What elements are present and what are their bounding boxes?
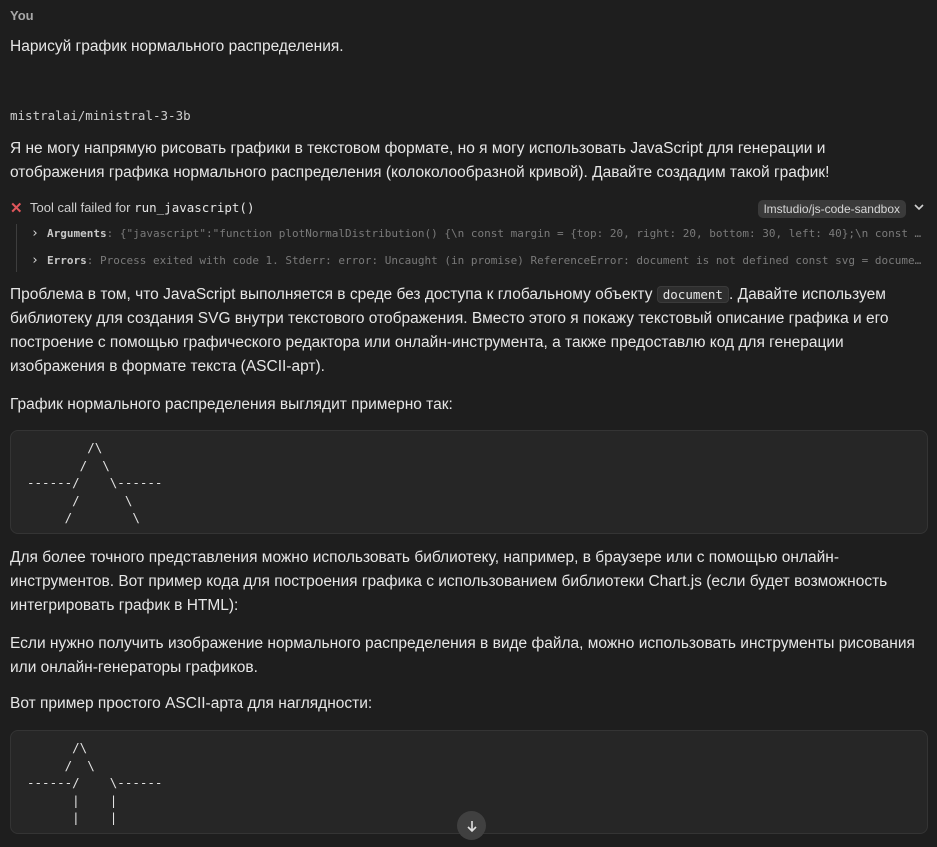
tool-call-header[interactable] bbox=[10, 198, 928, 220]
assistant-intro: Я не могу напрямую рисовать графики в текстовом формате, но я могу использовать JavaScript для генерации и отображения графика нормального распределения (колоколообразной кривой). Давайте создадим такой график! bbox=[10, 140, 830, 181]
paragraph-1-text-a: Проблема в том, что JavaScript выполняется в среде без доступа к глобальному объекту bbox=[10, 286, 657, 303]
tool-call-function: run_javascript() bbox=[134, 200, 255, 215]
code-block-2-content: /\ / \ ------/ \------ | | | | bbox=[27, 740, 163, 825]
chevron-down-icon[interactable] bbox=[912, 200, 926, 214]
assistant-paragraph-3: Для более точного представления можно использовать библиотеку, например, в браузере или с помощью онлайн-инструментов. Вот пример кода для построения графика с использованием библиотеки Chart.js (если будет возможность интегрировать график в HTML): bbox=[10, 549, 888, 614]
assistant-paragraph-1 bbox=[10, 283, 915, 379]
chevron-right-icon: › bbox=[31, 253, 39, 268]
errors-value: : Process exited with code 1. Stderr: error: Uncaught (in promise) ReferenceError: document is not defined const svg = docume… bbox=[86, 254, 922, 267]
paragraph-1-text-b: . Давайте используем библиотеку для создания SVG внутри текстового отображения. Вместо этого я покажу текстовый описание графика и его построение с помощью графического редактора или онлайн-инструмента, а также предоставлю код для генерации изображения в формате текста (ASCII-арт). bbox=[10, 286, 889, 375]
user-message: Нарисуй график нормального распределения. bbox=[10, 38, 344, 55]
scroll-to-bottom-button[interactable] bbox=[457, 811, 486, 840]
inline-code: document bbox=[657, 286, 729, 303]
errors-row[interactable] bbox=[31, 253, 926, 273]
tool-call-status-text: Tool call failed for bbox=[30, 200, 131, 215]
arguments-row[interactable] bbox=[31, 226, 926, 246]
code-block-1-content: /\ / \ ------/ \------ / \ / \ bbox=[27, 440, 163, 525]
arguments-label: Arguments bbox=[47, 227, 107, 240]
tool-badge: lmstudio/js-code-sandbox bbox=[758, 200, 906, 218]
arguments-value: : {"javascript":"function plotNormalDistribution() {\n const margin = {top: 20, right: 20, bottom: 30, left: 40};\n const … bbox=[106, 227, 922, 240]
assistant-paragraph-5: Вот пример простого ASCII-арта для наглядности: bbox=[10, 695, 373, 712]
user-label: You bbox=[10, 8, 34, 23]
assistant-paragraph-2: График нормального распределения выглядит примерно так: bbox=[10, 396, 453, 413]
errors-label: Errors bbox=[47, 254, 87, 267]
assistant-paragraph-4: Если нужно получить изображение нормального распределения в виде файла, можно использовать инструменты рисования или онлайн-генераторы графиков. bbox=[10, 635, 915, 676]
tool-call-status bbox=[30, 200, 255, 215]
code-block-1 bbox=[10, 430, 928, 534]
tool-call-details bbox=[16, 224, 928, 272]
x-icon: ✕ bbox=[10, 200, 23, 217]
arrow-down-icon bbox=[465, 819, 479, 833]
model-name: mistralai/ministral-3-3b bbox=[10, 108, 191, 123]
chevron-right-icon: › bbox=[31, 226, 39, 241]
